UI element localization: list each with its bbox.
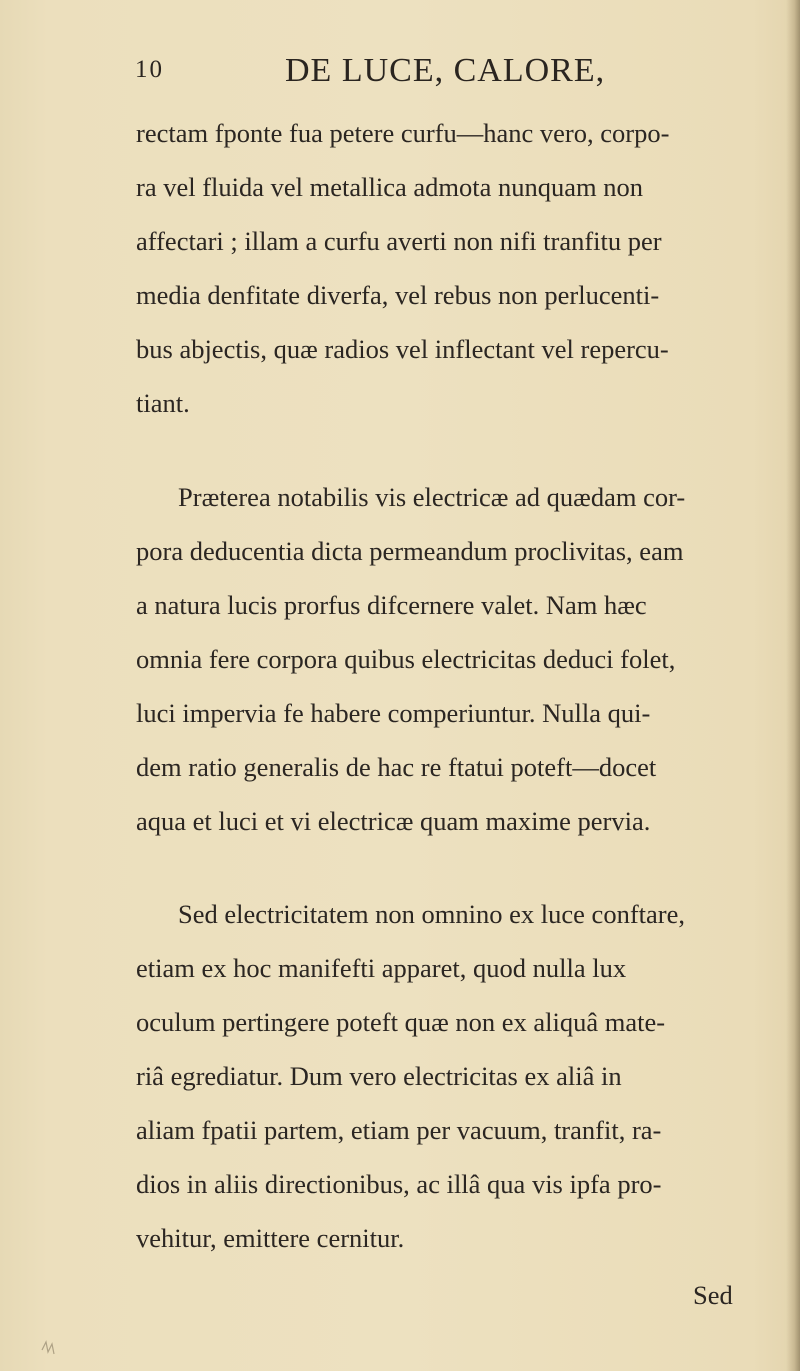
text-line: media denfitate diverfa, vel rebus non perlucenti- — [136, 280, 660, 310]
text-line: etiam ex hoc manifefti apparet, quod nulla lux — [136, 953, 627, 983]
ink-smudge-mark — [38, 1330, 68, 1360]
text-line: Sed electricitatem non omnino ex luce conftare, — [178, 899, 685, 929]
text-line: aqua et luci et vi electricæ quam maxime pervia. — [136, 806, 651, 836]
text-line: tiant. — [136, 388, 190, 418]
running-head: DE LUCE, CALORE, — [285, 52, 606, 89]
text-line: luci impervia fe habere comperiuntur. Nulla qui- — [136, 698, 651, 728]
text-line: a natura lucis prorfus difcernere valet. Nam hæc — [136, 590, 647, 620]
text-line: dem ratio generalis de hac re ftatui poteft—docet — [136, 752, 657, 782]
text-line: omnia fere corpora quibus electricitas deduci folet, — [136, 644, 676, 674]
page-edge-shadow — [786, 0, 800, 1371]
text-line: bus abjectis, quæ radios vel inflectant vel repercu- — [136, 334, 669, 364]
text-line: riâ egrediatur. Dum vero electricitas ex aliâ in — [136, 1061, 622, 1091]
text-line: pora deducentia dicta permeandum proclivitas, eam — [136, 536, 684, 566]
text-line: affectari ; illam a curfu averti non nifi tranfitu per — [136, 226, 662, 256]
text-line: vehitur, emittere cernitur. — [136, 1223, 405, 1253]
text-line: ra vel fluida vel metallica admota nunquam non — [136, 172, 644, 202]
text-line: aliam fpatii partem, etiam per vacuum, tranfit, ra- — [136, 1115, 662, 1145]
catchword: Sed — [693, 1280, 733, 1310]
page-header — [135, 52, 655, 112]
text-line: rectam fponte fua petere curfu—hanc vero, corpo- — [136, 118, 670, 148]
page-number: 10 — [135, 56, 164, 83]
text-line: oculum pertingere poteft quæ non ex aliquâ mate- — [136, 1007, 666, 1037]
text-line: dios in aliis directionibus, ac illâ qua vis ipfa pro- — [136, 1169, 662, 1199]
text-line: Præterea notabilis vis electricæ ad quædam cor- — [178, 482, 686, 512]
